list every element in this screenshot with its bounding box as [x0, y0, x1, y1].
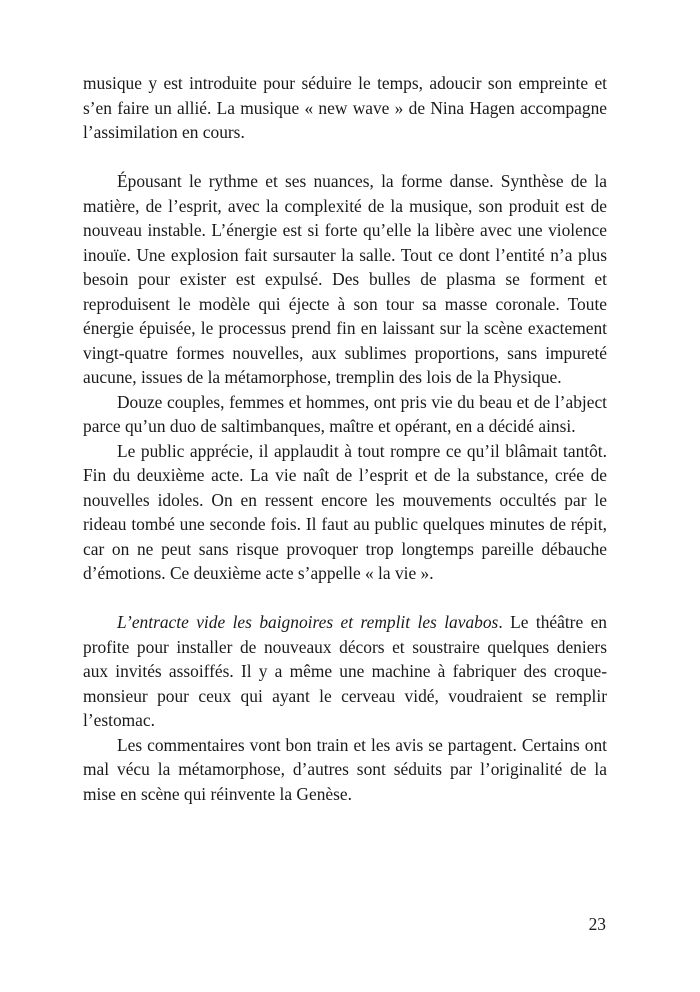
page-number: 23 — [588, 914, 606, 934]
paragraph-1: musique y est introduite pour séduire le temps, adoucir son empreinte et s’en faire un allié. La musique « new wave » de Nina Hagen accompagne l’assimilation en cours. — [83, 73, 607, 142]
page-body — [83, 71, 607, 806]
paragraph-5 — [83, 610, 607, 733]
paragraph-2: Épousant le rythme et ses nuances, la forme danse. Synthèse de la matière, de l’esprit, avec la complexité de la musique, son produit est de nouveau instable. L’énergie est si forte qu’elle la libère avec une violence inouïe. Une explosion fait sursauter la salle. Tout ce dont l’entité n’a plus besoin pour exister est expulsé. Des bulles de plasma se forment et reproduisent le modèle qui éjecte à son tour sa masse coronale. Toute énergie épuisée, le processus prend fin en laissant sur la scène exactement vingt-quatre formes nouvelles, aux sublimes proportions, sans impureté aucune, issues de la métamorphose, tremplin des lois de la Physique. — [83, 171, 607, 387]
paragraph-3: Douze couples, femmes et hommes, ont pris vie du beau et de l’abject parce qu’un duo de saltimbanques, maître et opérant, en a décidé ainsi. — [83, 391, 607, 436]
paragraph-6: Les commentaires vont bon train et les avis se partagent. Certains ont mal vécu la métamorphose, d’autres sont séduits par l’originalité de la mise en scène qui réinvente la Genèse. — [83, 734, 607, 804]
paragraph-5-italic: L’entracte vide les baignoires et remplit les lavabos — [117, 612, 499, 632]
paragraph-4: Le public apprécie, il applaudit à tout rompre ce qu’il blâmait tantôt. Fin du deuxième acte. La vie naît de l’esprit et de la substance, crée de nouvelles idoles. On en ressent encore les mouvements occultés par le rideau tombé une seconde fois. Il faut au public quelques minutes de répit, car on ne peut sans risque provoquer trop longtemps pareille débauche d’émotions. Ce deuxième acte s’appelle « la vie ». — [83, 440, 607, 583]
paragraph-5-text: . Le théâtre en profite pour installer de nouveaux décors et soustraire quelques deniers aux invités assoiffés. Il y a même une machine à fabriquer des croque-monsieur pour ceux qui ayant le cerveau vidé, voudraient se remplir l’estomac. — [83, 612, 607, 730]
